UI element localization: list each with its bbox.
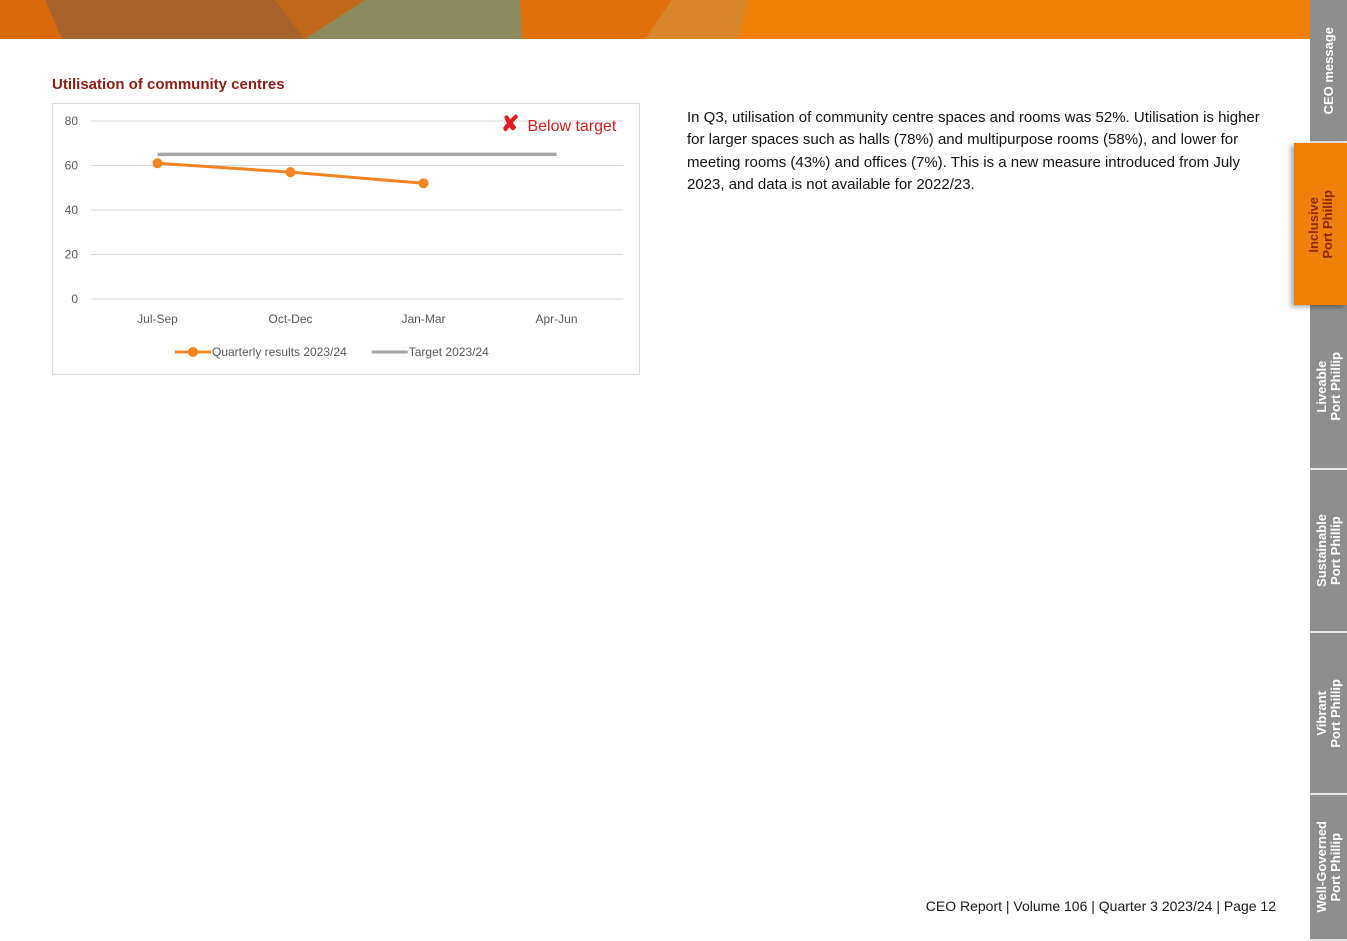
legend-marker — [188, 347, 198, 357]
x-tick-label: Jan-Mar — [401, 312, 446, 326]
line-chart — [53, 104, 641, 376]
tab-label: Sustainable Port Phillip — [1313, 514, 1343, 587]
y-tick-label: 60 — [64, 158, 78, 173]
tab-inclusive[interactable] — [1294, 143, 1347, 305]
section-title: Utilisation of community centres — [52, 76, 285, 93]
data-point — [286, 167, 296, 177]
tab-label: Vibrant Port Phillip — [1313, 678, 1343, 748]
y-tick-label: 20 — [64, 247, 78, 262]
data-point — [153, 158, 163, 168]
cross-icon: ✘ — [501, 111, 520, 136]
section-tabs — [1305, 0, 1347, 941]
y-tick-label: 40 — [64, 203, 78, 217]
tab-wellgoverned[interactable] — [1310, 795, 1347, 941]
y-tick-label: 0 — [71, 292, 78, 306]
legend-label: Target 2023/24 — [408, 345, 489, 359]
tab-liveable[interactable] — [1310, 305, 1347, 470]
x-tick-label: Jul-Sep — [137, 312, 178, 326]
legend-label: Quarterly results 2023/24 — [212, 345, 347, 359]
header-banner — [0, 0, 1310, 39]
status-badge — [501, 112, 616, 136]
x-tick-label: Oct-Dec — [268, 312, 313, 326]
tab-vibrant[interactable] — [1310, 633, 1347, 795]
tab-label: Well-Governed Port Phillip — [1313, 821, 1343, 913]
y-tick-label: 80 — [64, 114, 78, 128]
tab-label: Liveable Port Phillip — [1313, 352, 1343, 421]
chart-container — [52, 103, 640, 375]
tab-sustainable[interactable] — [1310, 470, 1347, 633]
data-point — [419, 178, 429, 188]
description-paragraph: In Q3, utilisation of community centre spaces and rooms was 52%. Utilisation is higher for larger spaces such as halls (78%) and multipurpose rooms (58%), and lower for meeting rooms (43%) and offices (7%). This is a new measure introduced from July 2023, and data is not available for 2022/23. — [687, 109, 1260, 193]
tab-label: Inclusive Port Phillip — [1305, 189, 1335, 259]
status-label: Below target — [527, 118, 617, 135]
page-footer: CEO Report | Volume 106 | Quarter 3 2023/24 | Page 12 — [925, 898, 1276, 914]
tab-label: CEO message — [1320, 26, 1336, 115]
x-tick-label: Apr-Jun — [535, 312, 578, 326]
tab-ceo[interactable] — [1310, 0, 1347, 143]
